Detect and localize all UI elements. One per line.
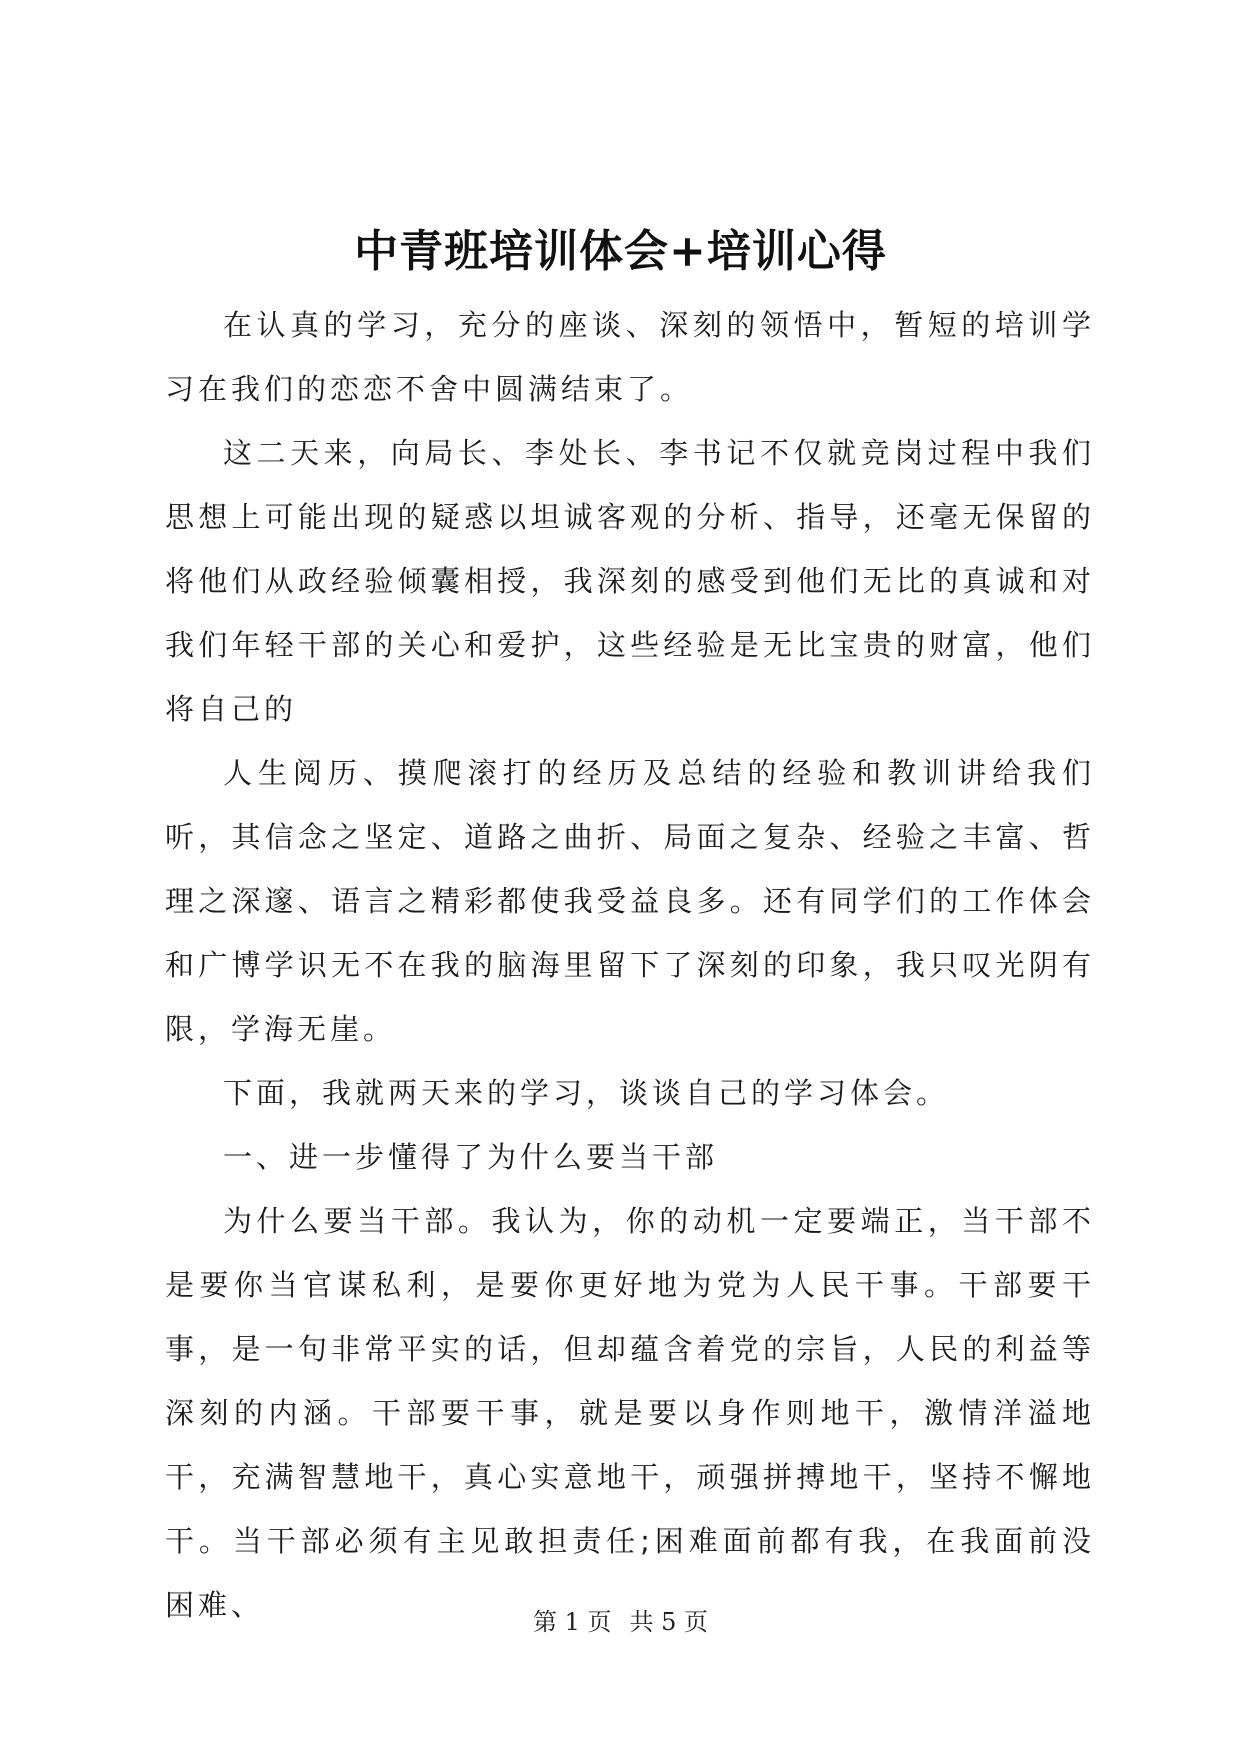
document-title: 中青班培训体会+培训心得 — [354, 226, 887, 277]
paragraph-5: 为什么要当干部。我认为，你的动机一定要端正，当干部不是要你当官谋私利，是要你更好地为党为人民干事。干部要干事，是一句非常平实的话，但却蕴含着党的宗旨，人民的利益等深刻的内涵。干部要干事，就是要以身作则地干，激情洋溢地干，充满智慧地干，真心实意地干，顽强拼搏地干，坚持不懈地干。当干部必须有主见敢担责任;困难面前都有我，在我面前没困难、 — [165, 1204, 1095, 1622]
paragraph-3: 人生阅历、摸爬滚打的经历及总结的经验和教训讲给我们听，其信念之坚定、道路之曲折、局面之复杂、经验之丰富、哲理之深邃、语言之精彩都使我受益良多。还有同学们的工作体会和广博学识无不在我的脑海里留下了深刻的印象，我只叹光阴有限，学海无崖。 — [165, 756, 1095, 1046]
paragraph-2: 这二天来，向局长、李处长、李书记不仅就竞岗过程中我们思想上可能出现的疑惑以坦诚客观的分析、指导，还毫无保留的将他们从政经验倾囊相授，我深刻的感受到他们无比的真诚和对我们年轻干部的关心和爱护，这些经验是无比宝贵的财富，他们将自己的 — [165, 436, 1095, 726]
section-heading-1: 一、进一步懂得了为什么要当干部 — [223, 1140, 719, 1174]
page-total: 共 5 页 — [629, 1608, 709, 1636]
page-footer — [0, 1604, 1241, 1640]
document-body — [165, 293, 1095, 1637]
page-number: 第 1 页 — [532, 1608, 612, 1636]
paragraph-1: 在认真的学习，充分的座谈、深刻的领悟中，暂短的培训学习在我们的恋恋不舍中圆满结束了。 — [165, 308, 1095, 406]
paragraph-4: 下面，我就两天来的学习，谈谈自己的学习体会。 — [223, 1076, 950, 1110]
